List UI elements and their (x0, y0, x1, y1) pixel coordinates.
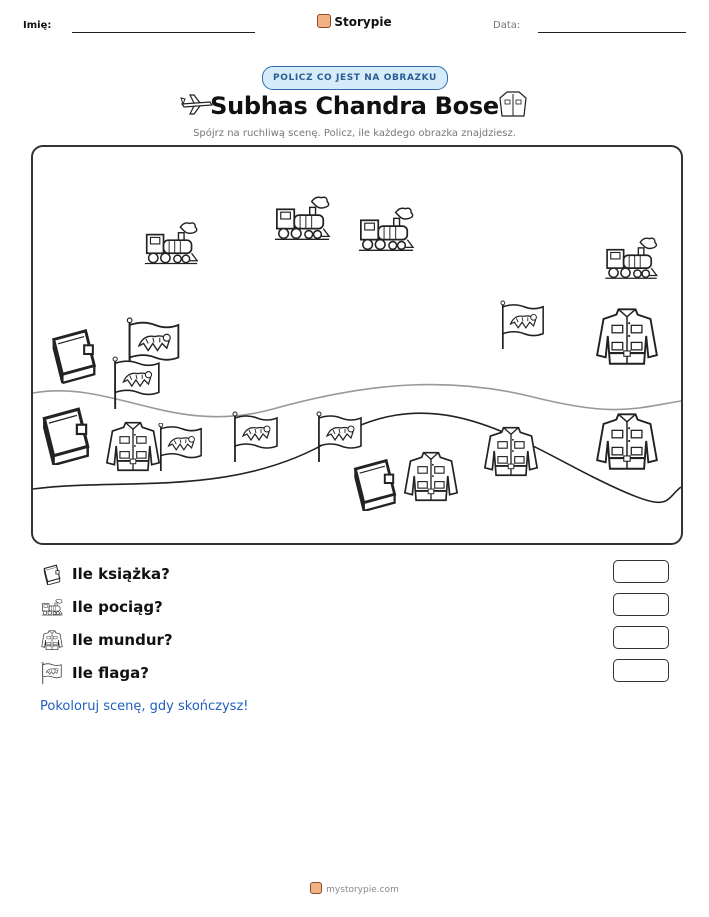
train-icon (143, 215, 199, 275)
question-trains (40, 594, 163, 620)
book-icon (347, 455, 403, 515)
question-text: Ile mundur? (72, 631, 173, 649)
uniform-icon (498, 90, 528, 118)
coloring-note: Pokoloruj scenę, gdy skończysz! (40, 699, 249, 714)
date-field[interactable] (538, 32, 686, 33)
name-label: Imię: (23, 20, 52, 31)
name-field[interactable] (72, 32, 255, 33)
instructions: Spójrz na ruchliwą scenę. Policz, ile każdego obrazka znajdziesz. (193, 128, 516, 139)
uniform-icon (105, 417, 161, 479)
question-uniforms (40, 627, 173, 653)
flag-icon (499, 299, 547, 355)
flag-icon (111, 353, 163, 417)
activity-badge: POLICZ CO JEST NA OBRAZKU (262, 66, 448, 90)
answer-box-uniforms[interactable] (613, 626, 669, 649)
train-icon (357, 199, 415, 263)
answer-box-flags[interactable] (613, 659, 669, 682)
storypie-logo-icon (310, 882, 322, 894)
answer-box-trains[interactable] (613, 593, 669, 616)
book-icon (35, 403, 97, 469)
train-icon (40, 596, 64, 618)
uniform-icon (40, 629, 64, 651)
uniform-icon (403, 447, 459, 509)
uniform-icon (595, 411, 659, 475)
site-footer: mystorypie.com (0, 882, 709, 895)
flag-icon (40, 662, 64, 684)
date-label: Data: (493, 20, 521, 31)
question-text: Ile flaga? (72, 664, 149, 682)
uniform-icon (483, 423, 539, 483)
question-flags (40, 660, 149, 686)
brand-logo: Storypie (0, 14, 709, 29)
storypie-logo-icon (317, 14, 331, 28)
question-books (40, 561, 170, 587)
uniform-icon (595, 305, 659, 371)
train-icon (273, 187, 331, 253)
question-text: Ile pociąg? (72, 598, 163, 616)
counting-scene (31, 145, 683, 545)
book-icon (40, 563, 64, 585)
page-title: Subhas Chandra Bose (210, 92, 499, 120)
question-text: Ile książka? (72, 565, 170, 583)
flag-icon (231, 409, 281, 469)
book-icon (45, 321, 103, 391)
train-icon (603, 235, 659, 285)
flag-icon (157, 423, 205, 475)
answer-box-books[interactable] (613, 560, 669, 583)
